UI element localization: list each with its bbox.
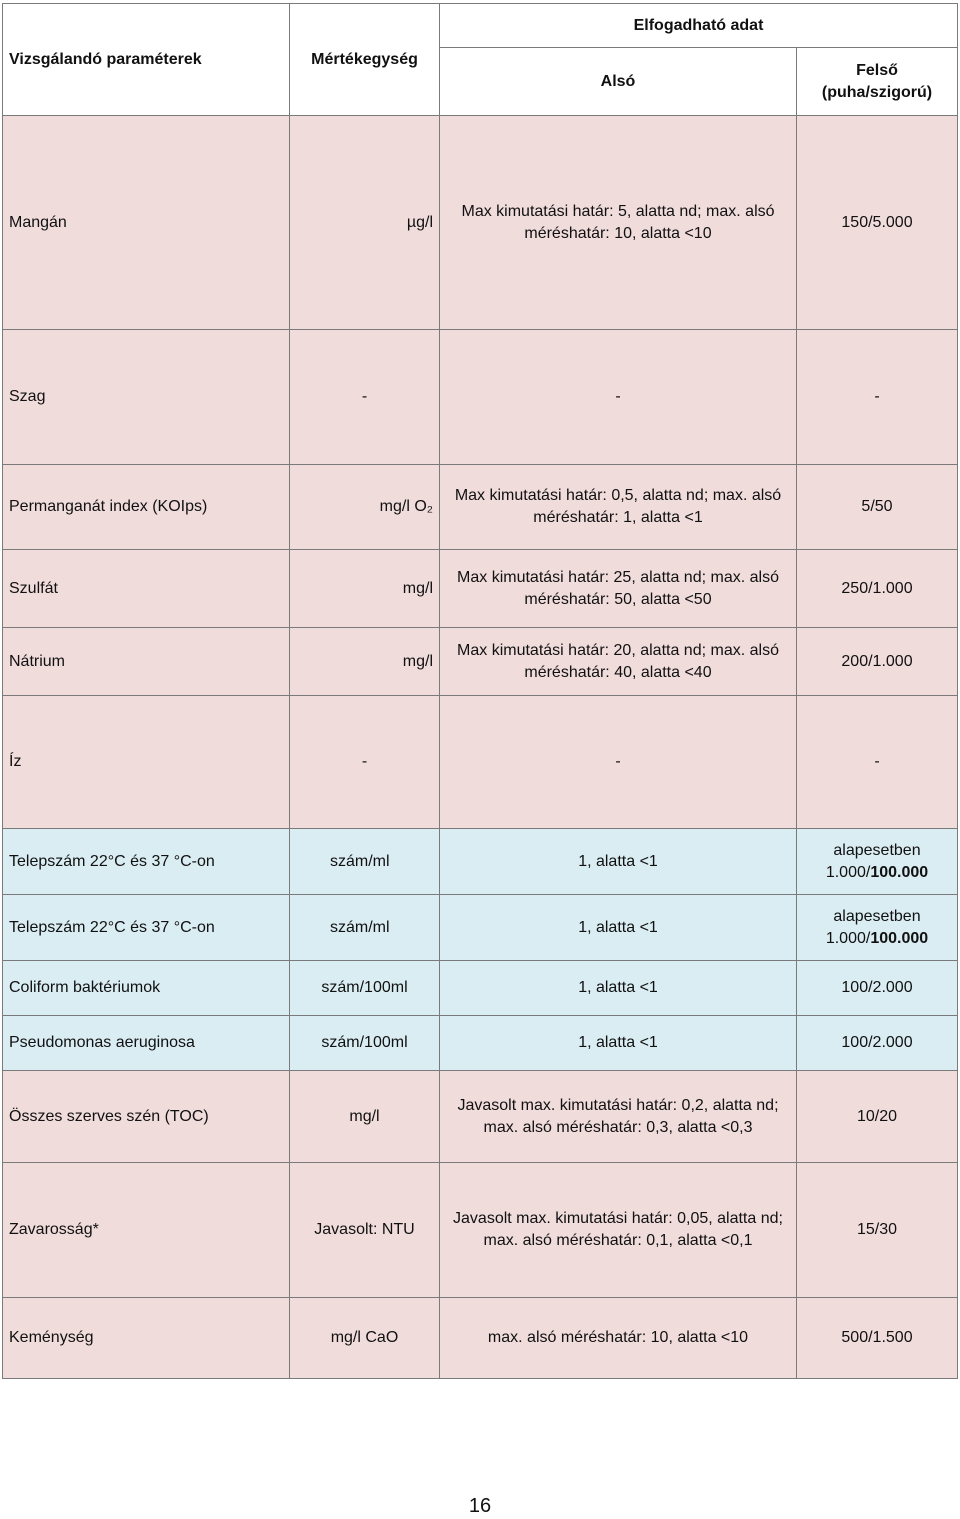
lower-cell: Max kimutatási határ: 5, alatta nd; max. alsó méréshatár: 10, alatta <10 <box>440 116 797 330</box>
upper-cell: 5/50 <box>797 465 958 550</box>
header-upper: Felső (puha/szigorú) <box>797 48 958 116</box>
upper-note: alapesetben <box>833 907 921 925</box>
param-cell: Coliform baktériumok <box>3 961 290 1016</box>
param-cell: Mangán <box>3 116 290 330</box>
water-quality-table <box>2 3 958 1379</box>
param-cell: Telepszám 22°C és 37 °C-on <box>3 895 290 961</box>
unit-cell: szám/ml <box>290 829 440 895</box>
table-row <box>3 330 958 465</box>
param-cell: Telepszám 22°C és 37 °C-on <box>3 829 290 895</box>
table-row <box>3 829 958 895</box>
unit-cell: szám/ml <box>290 895 440 961</box>
param-cell: Zavarosság* <box>3 1163 290 1298</box>
lower-cell: - <box>440 696 797 829</box>
table-row <box>3 1071 958 1163</box>
upper-value-bold: 100.000 <box>870 863 929 881</box>
lower-cell: 1, alatta <1 <box>440 895 797 961</box>
table-row <box>3 895 958 961</box>
unit-cell: - <box>290 696 440 829</box>
upper-cell: 100/2.000 <box>797 961 958 1016</box>
lower-cell: 1, alatta <1 <box>440 961 797 1016</box>
unit-cell: mg/l <box>290 1071 440 1163</box>
param-cell: Szulfát <box>3 550 290 628</box>
upper-cell: 10/20 <box>797 1071 958 1163</box>
param-cell: Pseudomonas aeruginosa <box>3 1016 290 1071</box>
upper-cell: 150/5.000 <box>797 116 958 330</box>
param-cell: Nátrium <box>3 628 290 696</box>
upper-value-normal: 1.000/ <box>825 929 871 947</box>
param-cell: Szag <box>3 330 290 465</box>
upper-cell: 500/1.500 <box>797 1298 958 1379</box>
lower-cell: 1, alatta <1 <box>440 829 797 895</box>
lower-cell: Max kimutatási határ: 20, alatta nd; max. alsó méréshatár: 40, alatta <40 <box>440 628 797 696</box>
lower-cell: 1, alatta <1 <box>440 1016 797 1071</box>
table-row <box>3 1163 958 1298</box>
param-cell: Keménység <box>3 1298 290 1379</box>
upper-cell: 100/2.000 <box>797 1016 958 1071</box>
table-row <box>3 1298 958 1379</box>
upper-cell <box>797 895 958 961</box>
unit-cell: Javasolt: NTU <box>290 1163 440 1298</box>
lower-cell: Javasolt max. kimutatási határ: 0,05, alatta nd; max. alsó méréshatár: 0,1, alatta <0,1 <box>440 1163 797 1298</box>
upper-cell: 15/30 <box>797 1163 958 1298</box>
unit-cell: mg/l <box>290 550 440 628</box>
upper-cell: - <box>797 330 958 465</box>
upper-value-bold: 100.000 <box>870 929 929 947</box>
header-lower: Alsó <box>440 48 797 116</box>
table-row <box>3 465 958 550</box>
table-row <box>3 1016 958 1071</box>
upper-cell: 200/1.000 <box>797 628 958 696</box>
lower-cell: max. alsó méréshatár: 10, alatta <10 <box>440 1298 797 1379</box>
table-row <box>3 628 958 696</box>
unit-cell: mg/l CaO <box>290 1298 440 1379</box>
header-accepted: Elfogadható adat <box>440 4 958 48</box>
param-cell: Íz <box>3 696 290 829</box>
upper-cell: - <box>797 696 958 829</box>
lower-cell: - <box>440 330 797 465</box>
table-row <box>3 961 958 1016</box>
unit-cell: µg/l <box>290 116 440 330</box>
lower-cell: Max kimutatási határ: 0,5, alatta nd; max. alsó méréshatár: 1, alatta <1 <box>440 465 797 550</box>
header-unit: Mértékegység <box>290 4 440 116</box>
param-cell: Permanganát index (KOIps) <box>3 465 290 550</box>
header-row-top <box>3 4 958 48</box>
upper-cell <box>797 829 958 895</box>
header-param: Vizsgálandó paraméterek <box>3 4 290 116</box>
unit-cell: mg/l <box>290 628 440 696</box>
table-row <box>3 696 958 829</box>
param-cell: Összes szerves szén (TOC) <box>3 1071 290 1163</box>
page-number: 16 <box>468 1495 492 1517</box>
lower-cell: Javasolt max. kimutatási határ: 0,2, alatta nd; max. alsó méréshatár: 0,3, alatta <0,3 <box>440 1071 797 1163</box>
upper-note: alapesetben <box>833 841 921 859</box>
table-row <box>3 116 958 330</box>
unit-cell: mg/l O₂ <box>290 465 440 550</box>
upper-value-normal: 1.000/ <box>825 863 871 881</box>
lower-cell: Max kimutatási határ: 25, alatta nd; max. alsó méréshatár: 50, alatta <50 <box>440 550 797 628</box>
unit-cell: - <box>290 330 440 465</box>
table-row <box>3 550 958 628</box>
unit-cell: szám/100ml <box>290 1016 440 1071</box>
upper-cell: 250/1.000 <box>797 550 958 628</box>
unit-cell: szám/100ml <box>290 961 440 1016</box>
